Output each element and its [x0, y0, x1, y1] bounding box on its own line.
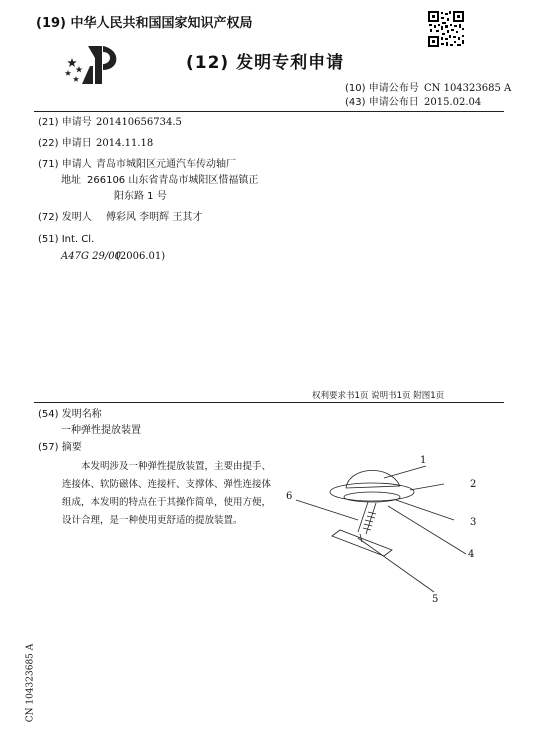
abstract-label: (57) 摘要	[38, 442, 82, 453]
header-divider	[34, 111, 504, 112]
page-counts: 权利要求书1页 说明书1页 附图1页	[312, 391, 445, 401]
figure-label-6: 6	[286, 491, 293, 502]
intcl-label: (51) Int. Cl.	[38, 234, 95, 245]
invention-title: 一种弹性提放装置	[61, 425, 141, 436]
intcl-version: (2006.01)	[116, 251, 166, 262]
side-publication-code	[18, 643, 36, 723]
filing-date: 2014.11.18	[96, 138, 154, 149]
applicant-label: (71) 申请人	[38, 159, 92, 170]
counts-divider	[34, 402, 504, 403]
abstract-text: 本发明涉及一种弹性提放装置，主要由提手、连接体、软防磁体、连接杆、支撑体、弹性连接体组成，本发明的特点在于其操作简单，使用方便，设计合理，是一种使用更舒适的提放装置。	[62, 461, 272, 526]
figure-label-5: 5	[432, 594, 439, 605]
address-line2: 阳东路 1 号	[114, 191, 167, 202]
address-line1: 266106 山东省青岛市城阳区惜福镇正	[87, 175, 259, 186]
figure-label-2: 2	[470, 479, 477, 490]
side-code-text: CN 104323685 A	[25, 643, 36, 723]
abstract-drawing	[276, 450, 496, 610]
pub-date: 2015.02.04	[424, 97, 482, 108]
figure-label-4: 4	[468, 549, 475, 560]
applicant: 青岛市城阳区元通汽车传动轴厂	[96, 159, 236, 170]
document-type: (12) 发明专利申请	[186, 53, 345, 73]
address-label: 地址	[61, 175, 81, 186]
pub-date-label: (43) 申请公布日	[345, 97, 419, 108]
app-no: 201410656734.5	[96, 117, 182, 128]
figure-label-1: 1	[420, 455, 427, 466]
intcl-code: A47G 29/00	[61, 251, 121, 262]
pub-no-label: (10) 申请公布号	[345, 83, 419, 94]
inventors: 傅彩风 李明辉 王其才	[106, 212, 203, 223]
cnipa-logo	[62, 44, 122, 88]
title-label: (54) 发明名称	[38, 409, 102, 420]
figure-label-3: 3	[470, 517, 477, 528]
app-no-label: (21) 申请号	[38, 117, 92, 128]
inventor-label: (72) 发明人	[38, 212, 92, 223]
office-title: (19) 中华人民共和国国家知识产权局	[36, 16, 253, 31]
filing-label: (22) 申请日	[38, 138, 92, 149]
pub-no: CN 104323685 A	[424, 83, 512, 94]
qr-code-icon	[427, 10, 465, 48]
